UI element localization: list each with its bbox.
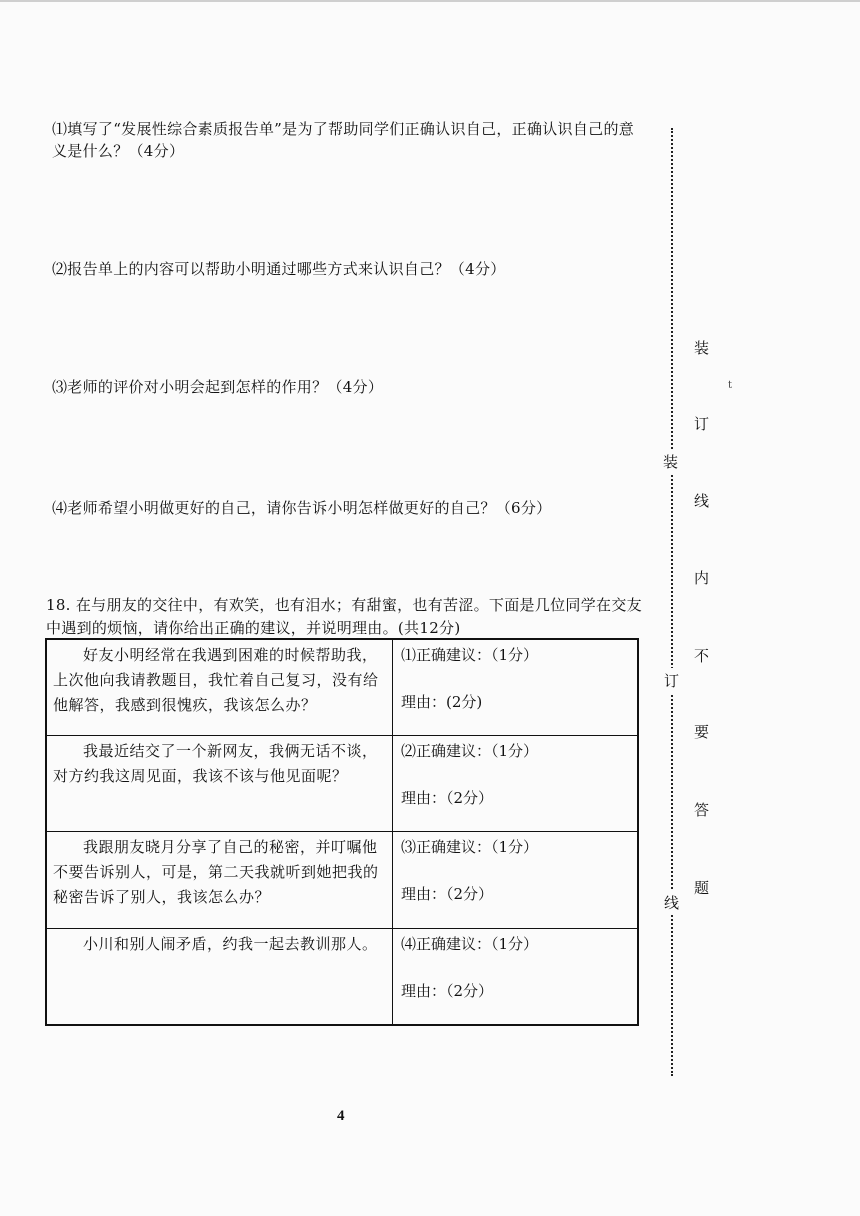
question-3: ⑶老师的评价对小明会起到怎样的作用？（4分） — [52, 378, 384, 396]
binding-dashed-line — [671, 128, 673, 1076]
reason-label: 理由：（2分） — [401, 885, 494, 904]
table-row — [46, 832, 638, 928]
advice-table — [45, 638, 639, 1026]
binding-char-ding: 订 — [664, 668, 679, 693]
advice-label: ⑷正确建议：（1分） — [401, 934, 539, 953]
page-top-edge — [0, 0, 860, 2]
notice-char: 答 — [694, 801, 710, 819]
question-1: ⑴填写了“发展性综合素质报告单”是为了帮助同学们正确认识自己，正确认识自己的意义是什么？（4分） — [52, 120, 635, 160]
notice-char: 线 — [694, 492, 710, 510]
notice-char: 题 — [694, 879, 710, 897]
notice-char: 要 — [694, 723, 710, 741]
reason-label: 理由：（2分） — [401, 981, 494, 1000]
advice-label: ⑶正确建议：（1分） — [401, 838, 539, 857]
answer-cell[interactable] — [393, 928, 639, 1025]
notice-char: 装 — [694, 339, 710, 357]
question-4: ⑷老师希望小明做更好的自己，请你告诉小明怎样做更好的自己？（6分） — [52, 499, 552, 517]
binding-char-xian: 线 — [664, 890, 679, 915]
answer-cell[interactable] — [393, 832, 639, 928]
table-row — [46, 639, 638, 736]
notice-char: 订 — [694, 415, 710, 433]
notice-char: 不 — [694, 647, 710, 665]
scenario-cell: 好友小明经常在我遇到困难的时候帮助我，上次他向我请教题目，我忙着自己复习，没有给他解答，我感到很愧疚，我该怎么办？ — [46, 639, 393, 736]
advice-label: ⑵正确建议：（1分） — [401, 742, 539, 761]
advice-label: ⑴正确建议：（1分） — [401, 646, 539, 664]
scenario-cell: 我最近结交了一个新网友，我俩无话不谈，对方约我这周见面，我该不该与他见面呢？ — [46, 736, 393, 832]
answer-cell[interactable] — [393, 736, 639, 832]
stray-mark: t — [728, 380, 733, 391]
page-number: 4 — [337, 1108, 345, 1124]
reason-label: 理由：（2分） — [401, 789, 494, 808]
table-row — [46, 736, 638, 832]
reason-label: 理由：(2分) — [401, 693, 483, 711]
scenario-cell: 我跟朋友晓月分享了自己的秘密，并叮嘱他不要告诉别人，可是，第二天我就听到她把我的秘密告诉了别人，我该怎么办？ — [46, 832, 393, 928]
question-18-intro: 18. 在与朋友的交往中，有欢笑，也有泪水；有甜蜜，也有苦涩。下面是几位同学在交友中遇到的烦恼，请你给出正确的建议，并说明理由。(共12分) — [46, 596, 642, 637]
table-row — [46, 928, 638, 1025]
binding-char-zhuang: 装 — [663, 449, 678, 474]
question-2: ⑵报告单上的内容可以帮助小明通过哪些方式来认识自己？（4分） — [52, 260, 506, 278]
answer-cell[interactable] — [393, 639, 639, 736]
notice-char: 内 — [694, 569, 710, 587]
scenario-cell: 小川和别人闹矛盾，约我一起去教训那人。 — [46, 928, 393, 1025]
